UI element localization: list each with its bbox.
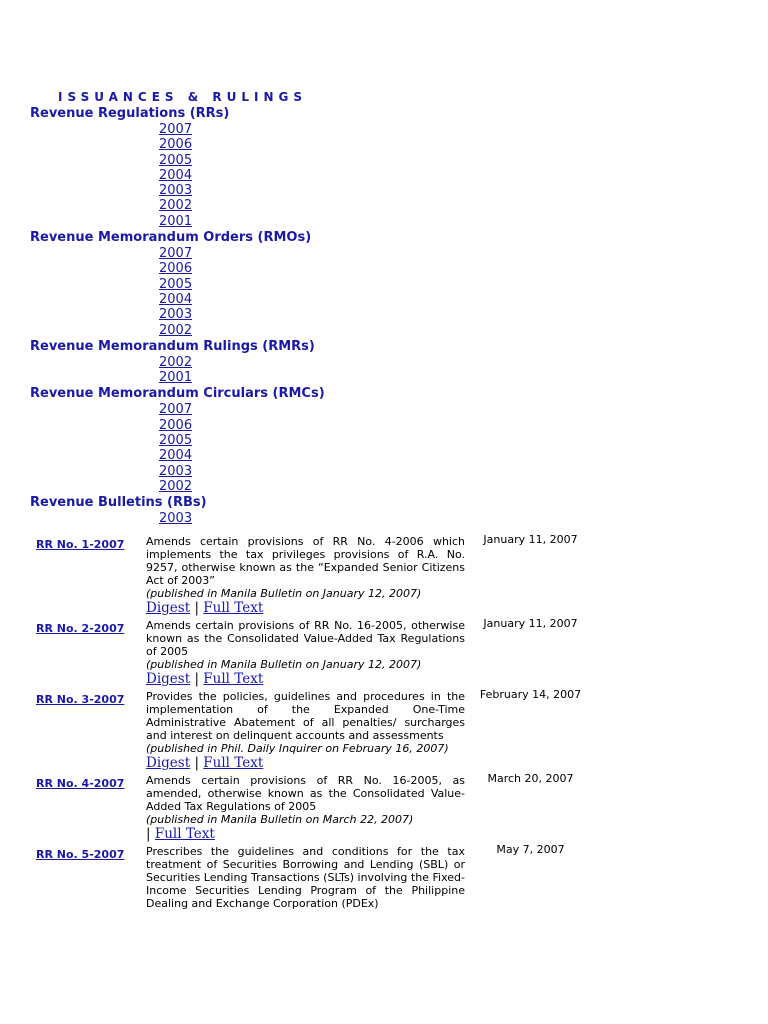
ruling-description: Amends certain provisions of RR No. 16-2005, otherwise known as the Consolidated Value-Added Tax Regulations of 2005 (146, 619, 465, 658)
year-link-rmo-2004[interactable]: 2004 (159, 291, 193, 307)
year-link-rmc-2004[interactable]: 2004 (159, 448, 193, 464)
full-text-link[interactable]: Full Text (203, 671, 264, 687)
section-heading: Revenue Regulations (RRs) (30, 106, 230, 121)
issuance-nav (30, 105, 430, 527)
section-heading: Revenue Bulletins (RBs) (30, 495, 207, 511)
digest-link[interactable]: Digest (146, 600, 191, 616)
full-text-link[interactable]: Full Text (203, 600, 264, 616)
ruling-links (146, 756, 465, 771)
section-rmrs (30, 338, 430, 386)
page-title: ISSUANCES & RULINGS (58, 90, 308, 104)
full-text-link[interactable]: Full Text (154, 826, 215, 842)
section-rmos (30, 229, 430, 338)
ruling-description: Prescribes the guidelines and conditions for the tax treatment of Securities Borrowing and Lending (SBL) or Securities Lending Transactions (SLTs) involving the Fixed-Income Securities Lending Program of the Philippine Dealing and Exchange Corporation (PDEx) (146, 845, 465, 910)
ruling-number-link[interactable]: RR No. 3-2007 (36, 693, 125, 706)
year-link-rmc-2007[interactable]: 2007 (159, 402, 193, 418)
year-link-rmc-2002[interactable]: 2002 (159, 478, 193, 494)
year-link-rmo-2003[interactable]: 2003 (159, 307, 193, 323)
link-separator: | (194, 600, 199, 616)
year-link-rb-2003[interactable]: 2003 (159, 511, 193, 527)
ruling-date: May 7, 2007 (496, 843, 565, 856)
ruling-number-link[interactable]: RR No. 5-2007 (36, 848, 125, 861)
ruling-links (146, 601, 465, 616)
section-rmcs (30, 385, 430, 494)
year-link-rmo-2002[interactable]: 2002 (159, 322, 193, 338)
year-link-rr-2005[interactable]: 2005 (159, 152, 193, 168)
section-heading: Revenue Memorandum Circulars (RMCs) (30, 386, 325, 402)
ruling-description: Amends certain provisions of RR No. 16-2005, as amended, otherwise known as the Consolidated Value-Added Tax Regulations of 2005 (146, 774, 465, 813)
section-rrs (30, 105, 430, 229)
table-row (32, 617, 592, 688)
year-link-rr-2006[interactable]: 2006 (159, 137, 193, 153)
ruling-date: February 14, 2007 (479, 688, 582, 701)
section-rbs (30, 494, 430, 526)
year-link-rmo-2005[interactable]: 2005 (159, 276, 193, 292)
year-link-rmc-2003[interactable]: 2003 (159, 463, 193, 479)
ruling-links (146, 672, 465, 687)
year-link-rmr-2001[interactable]: 2001 (159, 370, 193, 386)
digest-link[interactable]: Digest (146, 671, 191, 687)
year-link-rmr-2002[interactable]: 2002 (159, 354, 193, 370)
year-link-rmo-2007[interactable]: 2007 (159, 246, 193, 262)
publication-note: (published in Manila Bulletin on January 12, 2007) (146, 658, 422, 671)
ruling-date: January 11, 2007 (483, 617, 578, 630)
year-link-rr-2001[interactable]: 2001 (159, 213, 193, 229)
rulings-table (32, 533, 592, 910)
ruling-links (146, 827, 465, 842)
year-link-rr-2003[interactable]: 2003 (159, 183, 193, 199)
ruling-date: March 20, 2007 (487, 772, 574, 785)
publication-note: (published in Manila Bulletin on March 22, 2007) (146, 813, 414, 826)
digest-link[interactable]: Digest (146, 755, 191, 771)
table-row (32, 688, 592, 772)
section-heading: Revenue Memorandum Rulings (RMRs) (30, 338, 315, 354)
year-link-rr-2002[interactable]: 2002 (159, 198, 193, 214)
table-row (32, 533, 592, 617)
table-row (32, 772, 592, 843)
ruling-date: January 11, 2007 (483, 533, 578, 546)
year-link-rr-2004[interactable]: 2004 (159, 167, 193, 183)
ruling-number-link[interactable]: RR No. 2-2007 (36, 622, 125, 635)
ruling-number-link[interactable]: RR No. 4-2007 (36, 777, 125, 790)
year-link-rmc-2006[interactable]: 2006 (159, 417, 193, 433)
section-heading: Revenue Memorandum Orders (RMOs) (30, 230, 312, 246)
publication-note: (published in Manila Bulletin on January 12, 2007) (146, 587, 422, 600)
ruling-description: Amends certain provisions of RR No. 4-2006 which implements the tax privileges provisions of R.A. No. 9257, otherwise known as the “Expanded Senior Citizens Act of 2003” (146, 535, 465, 587)
full-text-link[interactable]: Full Text (203, 755, 264, 771)
ruling-number-link[interactable]: RR No. 1-2007 (36, 538, 125, 551)
publication-note: (published in Phil. Daily Inquirer on February 16, 2007) (146, 742, 449, 755)
ruling-description: Provides the policies, guidelines and procedures in the implementation of the Expanded One-Time Administrative Abatement of all penalties/ surcharges and interest on delinquent accounts and assessments (146, 690, 465, 742)
year-link-rmo-2006[interactable]: 2006 (159, 261, 193, 277)
link-separator: | (194, 755, 199, 771)
year-link-rr-2007[interactable]: 2007 (159, 122, 193, 137)
year-link-rmc-2005[interactable]: 2005 (159, 433, 193, 449)
table-row (32, 843, 592, 910)
link-separator: | (146, 826, 151, 842)
link-separator: | (194, 671, 199, 687)
